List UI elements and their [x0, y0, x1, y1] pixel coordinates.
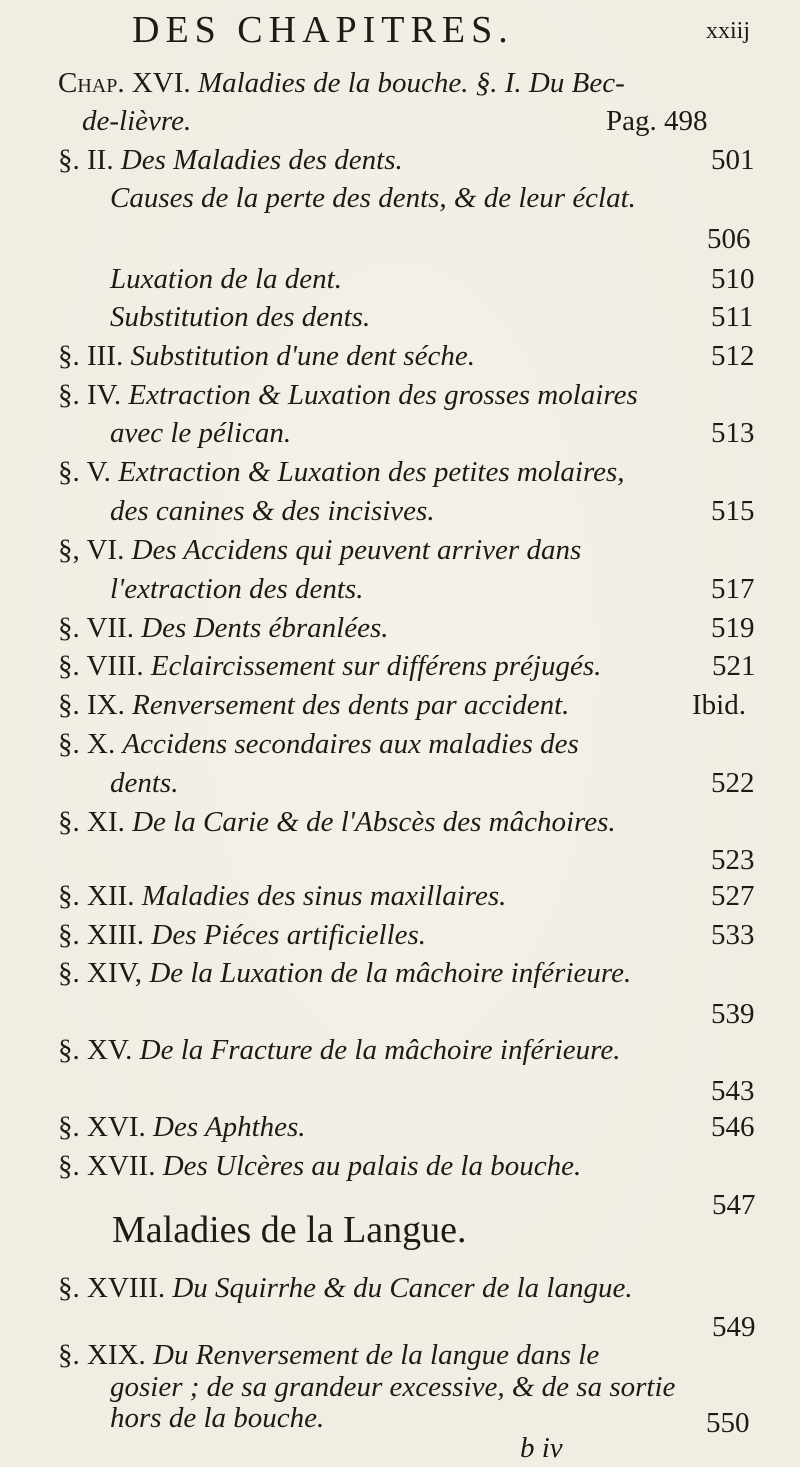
toc-entry: dents. — [110, 767, 179, 799]
running-head — [0, 8, 800, 58]
entry-page: 511 — [711, 301, 754, 333]
entry-prefix: §. XVI. — [58, 1111, 146, 1143]
entry-page: 547 — [712, 1189, 756, 1221]
page-number: xxiij — [705, 18, 750, 44]
entry-prefix: §. IV. — [58, 379, 122, 411]
entry-page: 521 — [712, 650, 756, 682]
entry-page: 527 — [711, 880, 755, 912]
toc-entry — [58, 956, 631, 990]
section-heading: Maladies de la Langue. — [112, 1209, 467, 1251]
entry-page: 513 — [711, 417, 755, 449]
entry-title: de-lièvre. — [82, 105, 192, 137]
entry-prefix: §. XIX. — [58, 1339, 146, 1371]
entry-page: 543 — [711, 1075, 755, 1107]
entry-prefix: Chap. XVI. — [58, 67, 191, 99]
entry-prefix: §. V. — [58, 456, 111, 488]
entry-title: De la Fracture de la mâchoire inférieure. — [139, 1034, 621, 1066]
entry-title: Accidens secondaires aux maladies des — [122, 728, 579, 760]
entry-title: Des Maladies des dents. — [120, 144, 403, 176]
toc-entry — [58, 533, 581, 567]
entry-title: Renversement des dents par accident. — [132, 689, 570, 721]
entry-page: 539 — [711, 998, 755, 1030]
toc-entry — [58, 339, 475, 373]
toc-entry — [58, 805, 616, 839]
toc-entry — [58, 455, 625, 489]
toc-entry: gosier ; de sa grandeur excessive, & de sa sortie — [110, 1371, 676, 1403]
entry-prefix: §. XVII. — [58, 1150, 156, 1182]
entry-prefix: §. VII. — [58, 612, 134, 644]
entry-page: 533 — [711, 919, 755, 951]
entry-title: Des Dents ébranlées. — [141, 612, 389, 644]
entry-prefix: §. XIV, — [58, 957, 143, 989]
entry-title: Du Squirrhe & du Cancer de la langue. — [172, 1272, 633, 1304]
toc-entry — [58, 1110, 306, 1144]
entry-title: Des Aphthes. — [153, 1111, 306, 1143]
toc-entry — [58, 143, 403, 177]
entry-title: Des Accidens qui peuvent arriver dans — [131, 534, 582, 566]
toc-entry — [58, 649, 601, 683]
entry-title: Des Piéces artificielles. — [151, 919, 427, 951]
toc-entry — [58, 1033, 620, 1067]
toc-entry: Causes de la perte des dents, & de leur éclat. — [110, 182, 636, 214]
entry-prefix: §. VIII. — [58, 650, 144, 682]
entry-title: Extraction & Luxation des petites molaires, — [118, 456, 625, 488]
toc-entry: Luxation de la dent. — [110, 263, 342, 295]
toc-entry — [58, 688, 569, 722]
entry-page: 512 — [711, 340, 755, 372]
entry-prefix: §. XII. — [58, 880, 135, 912]
entry-page: 501 — [711, 144, 755, 176]
entry-title: Maladies des sinus maxillaires. — [141, 880, 507, 912]
toc-entry — [58, 66, 625, 100]
entry-prefix: §. XVIII. — [58, 1272, 166, 1304]
entry-title: De la Luxation de la mâchoire inférieure. — [149, 957, 632, 989]
entry-page: 506 — [707, 223, 751, 255]
entry-title: Extraction & Luxation des grosses molaires — [128, 379, 638, 411]
entry-title: Substitution d'une dent séche. — [130, 340, 475, 372]
toc-entry — [58, 1338, 599, 1372]
entry-page: 510 — [711, 263, 755, 295]
entry-title: Du Renversement de la langue dans le — [153, 1339, 600, 1371]
entry-prefix: §. II. — [58, 144, 114, 176]
signature-mark: b iv — [520, 1432, 563, 1464]
entry-page: 515 — [711, 495, 755, 527]
toc-entry — [58, 1271, 633, 1305]
entry-prefix: §. XI. — [58, 806, 125, 838]
toc-entry: des canines & des incisives. — [110, 495, 435, 527]
entry-page: Ibid. — [692, 689, 746, 721]
entry-page: Pag. 498 — [606, 105, 708, 137]
toc-entry: hors de la bouche. — [110, 1402, 325, 1434]
toc-entry — [58, 879, 506, 913]
entry-page: 519 — [711, 612, 755, 644]
entry-prefix: §. IX. — [58, 689, 125, 721]
entry-page: 549 — [712, 1311, 756, 1343]
entry-page: 522 — [711, 767, 755, 799]
toc-entry — [58, 918, 426, 952]
entry-page: 550 — [706, 1407, 750, 1439]
entry-prefix: §. XV. — [58, 1034, 133, 1066]
toc-entry: avec le pélican. — [110, 417, 292, 449]
entry-prefix: §. X. — [58, 728, 116, 760]
toc-entry — [58, 1149, 581, 1183]
toc-entry — [58, 378, 638, 412]
entry-page: 546 — [711, 1111, 755, 1143]
entry-prefix: §, VI. — [58, 534, 125, 566]
entry-page: 517 — [711, 573, 755, 605]
toc-entry: l'extraction des dents. — [110, 573, 364, 605]
toc-entry — [58, 727, 579, 761]
toc-entry: Substitution des dents. — [110, 301, 371, 333]
entry-title: Maladies de la bouche. §. I. Du Bec- — [197, 67, 625, 99]
entry-page: 523 — [711, 844, 755, 876]
entry-title: Des Ulcères au palais de la bouche. — [162, 1150, 582, 1182]
entry-prefix: §. XIII. — [58, 919, 145, 951]
running-title: DES CHAPITRES. — [132, 9, 514, 51]
entry-prefix: §. III. — [58, 340, 124, 372]
toc-entry — [58, 611, 389, 645]
entry-title: De la Carie & de l'Abscès des mâchoires. — [132, 806, 616, 838]
entry-title: Eclaircissement sur différens préjugés. — [150, 650, 602, 682]
toc-entry — [82, 104, 191, 138]
